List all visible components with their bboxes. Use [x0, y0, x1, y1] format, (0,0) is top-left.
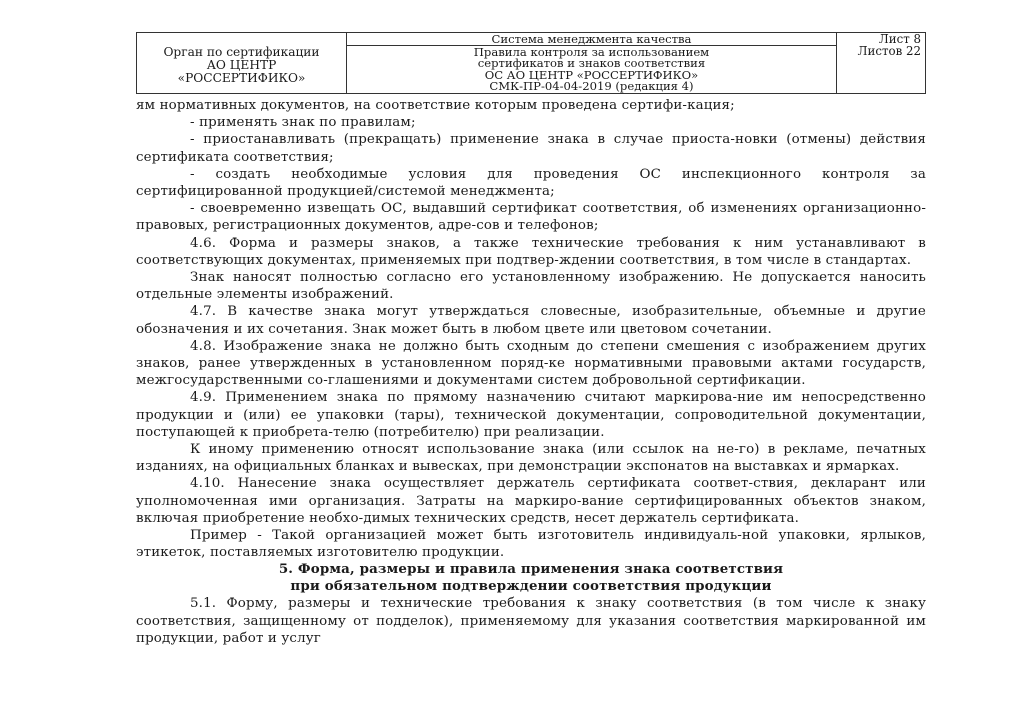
- doc-title-line-3: ОС АО ЦЕНТР «РОССЕРТИФИКО»: [484, 67, 699, 82]
- paragraph: 4.9. Применением знака по прямому назначению считают маркирова-ние им непосредственно продукции и (или) ее упаковки (тары), технической документации, сопроводительной документации, поступающей к приобрета-телю (потребителю) при реализации.: [136, 390, 926, 440]
- org-line-1: Орган по сертификации: [163, 44, 320, 59]
- sheet-number-cell: [837, 33, 925, 93]
- section-heading-line-2: при обязательном подтверждении соответствия продукции: [290, 578, 772, 595]
- section-heading-line-1: 5. Форма, размеры и правила применения знака соответствия: [278, 561, 784, 578]
- paragraph: 4.6. Форма и размеры знаков, а также технические требования к ним устанавливают в соответствующих документах, применяемых при подтвер-ждении соответствия, в том числе в стандартах.: [136, 235, 926, 268]
- sheet-count: Листов 22: [857, 44, 921, 58]
- doc-code: СМК-ПР-04-04-2019 (редакция 4): [489, 79, 694, 94]
- paragraph: Пример - Такой организацией может быть изготовитель индивидуаль-ной упаковки, ярлыков, этикеток, поставляемых изготовителю продукции.: [136, 528, 926, 561]
- doc-title-line-2: сертификатов и знаков соответствия: [477, 56, 706, 71]
- paragraph: - своевременно извещать ОС, выдавший сертификат соответствия, об изменениях организационно-правовых, регистрационных документов, адре-сов и телефонов;: [136, 201, 926, 234]
- org-line-2: АО ЦЕНТР: [206, 57, 277, 72]
- paragraph: ям нормативных документов, на соответствие которым проведена сертифи-кация;: [136, 98, 735, 113]
- document-title-cell: [347, 33, 837, 93]
- certification-body-cell: [137, 33, 347, 93]
- paragraph: 5.1. Форму, размеры и технические требования к знаку соответствия (в том числе к знаку соответствия, защищенному от подделок), применяемому для указания соответствия маркированной им продукции, работ и услуг: [136, 596, 926, 646]
- paragraph: - создать необходимые условия для проведения ОС инспекционного контроля за сертифицированной продукцией/системой менеджмента;: [136, 166, 926, 200]
- org-line-3: «РОССЕРТИФИКО»: [177, 70, 306, 85]
- paragraph: 4.7. В качестве знака могут утверждаться словесные, изобразительные, объемные и другие обозначения и их сочетания. Знак может быть в любом цвете или цветовом сочетании.: [136, 304, 926, 337]
- doc-title-line-1: Правила контроля за использованием: [473, 45, 710, 59]
- document-header-table: [136, 32, 926, 94]
- paragraph: - применять знак по правилам;: [190, 115, 416, 131]
- paragraph: 4.8. Изображение знака не должно быть сходным до степени смешения с изображением других знаков, ранее утвержденных в установленном поряд-ке нормативными правовыми актами государств, межгосударственными со-глашениями и документами систем добровольной сертификации.: [136, 338, 926, 389]
- paragraph: 4.10. Нанесение знака осуществляет держатель сертификата соответ-ствия, декларант или уполномоченная ими организация. Затраты на маркиро-вание сертифицированных объектов знаком, включая приобретение необхо-димых технических средств, несет держатель сертификата.: [136, 476, 926, 526]
- document-body: [136, 97, 926, 647]
- paragraph: К иному применению относят использование знака (или ссылок на не-го) в рекламе, печатных изданиях, на официальных бланках и вывесках, при демонстрации экспонатов на выставках и ярмарках.: [136, 442, 926, 475]
- sheet-number: Лист 8: [878, 32, 921, 46]
- quality-system-label: Система менеджмента качества: [347, 33, 836, 46]
- paragraph: - приостанавливать (прекращать) применение знака в случае приоста-новки (отмены) действия сертификата соответствия;: [136, 132, 926, 165]
- paragraph: Знак наносят полностью согласно его установленному изображению. Не допускается наносить отдельные элементы изображений.: [136, 270, 926, 303]
